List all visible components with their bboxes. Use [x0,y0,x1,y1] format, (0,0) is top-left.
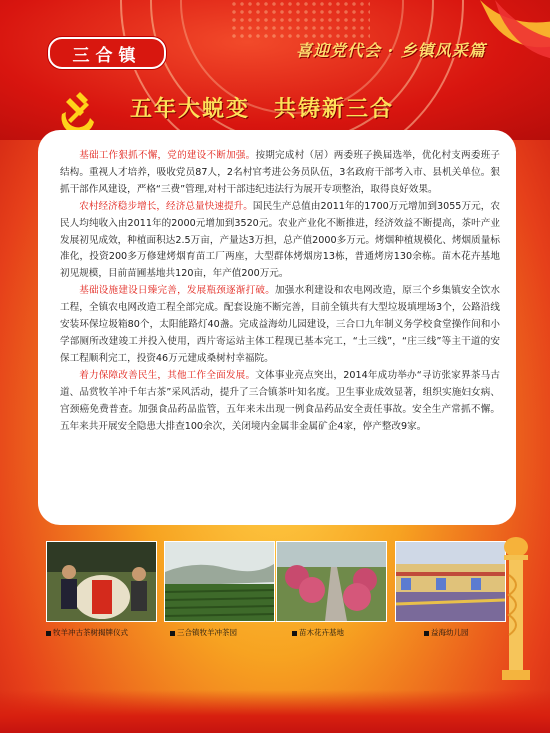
paragraph-1 [60,148,500,199]
photo-caption: 苗木花卉基地 [292,627,344,638]
photo-caption: 牧羊冲古茶树揭牌仪式 [46,627,128,638]
paragraph-body: 加强水利建设和农电网改造，原三个乡集镇安全饮水工程，全镇农电网改造工程全部完成。配套设施不断完善，目前全镇共有大型垃圾填埋场3个，公路沿线安装环保垃圾箱80个，太阳能路灯40盏。完成益海幼儿园建设，三合口九年制义务学校食堂操作间和小学部厕所改建竣工并投入使用，西片寄运站主体工程现已基本完工，“土三线”，“庄三线”等主干道的安保工程顺利完工，投资46万元建成桑树村幸福院。 [60,285,501,364]
paragraph-body: 国民生产总值由2011年的1700万元增加到3055万元，农民人均纯收入由2011年的2000元增加到3520元。农业产业化不断推进，经济效益不断提高，茶叶产业发展初见成效，种植面积达2.5万亩，产量达3万担，总产值2000多万元。烤烟种植规模化、烤烟质量标准化，投资200多万修建烤烟育苗工厂两座，大型群体烤烟房13栋，普通烤房130余栋。苗木花卉基地初见规模，目前苗圃基地共120亩，年产值200万元。 [60,200,501,280]
paragraph-4 [60,368,500,436]
series-title: 喜迎党代会 · 乡镇风采篇 [296,41,486,60]
paragraph-lead: 基础设施建设日臻完善，发展瓶颈逐渐打破。 [79,285,276,297]
photo-caption: 三合镇牧羊冲茶园 [170,627,237,638]
photo-strip [46,541,498,641]
decor-dots [230,0,370,40]
nursery-photo [276,541,387,622]
kindergarten-photo [395,541,506,622]
ceremony-photo [46,541,157,622]
tea-garden-photo [164,541,275,622]
huabiao-pillar-icon [496,535,536,685]
paragraph-lead: 着力保障改善民生，其他工作全面发展。 [79,369,256,381]
main-title: 五年大蜕变 共铸新三合 [130,97,395,122]
paragraph-2 [60,199,500,284]
paragraph-lead: 基础工作狠抓不懈，党的建设不断加强。 [79,150,256,161]
footer-band [0,690,550,733]
photo-caption: 益海幼儿园 [424,627,469,638]
town-name-badge: 三合镇 [48,37,166,69]
paragraph-lead: 农村经济稳步增长，经济总量快速提升。 [79,200,253,212]
paragraph-body: 按期完成村（居）两委班子换届选举，优化村支两委班子结构。重视人才培养，吸收党员87人，2名村官考进公务员队伍，3名政府干部考入市、县机关单位。狠抓干部作风建设，严格“三费”管理,对村干部违纪违法行为展开专项整治，取得良好效果。 [60,150,501,195]
article-text [60,148,500,435]
paragraph-3 [60,283,500,368]
paragraph-body: 文体事业亮点突出，2014年成功举办“寻访张家界茶马古道、品赏牧羊冲千年古茶”采风活动，提升了三合镇茶叶知名度。卫生事业成效显著，组织实施妇女病、宫颈癌免费普查。加强食品药品监管，五年来未出现一例食品药品安全责任事故。安全生产常抓不懈。五年来共开展安全隐患大排查100余次，关闭境内金属非金属矿企4家，停产整改9家。 [60,369,501,432]
